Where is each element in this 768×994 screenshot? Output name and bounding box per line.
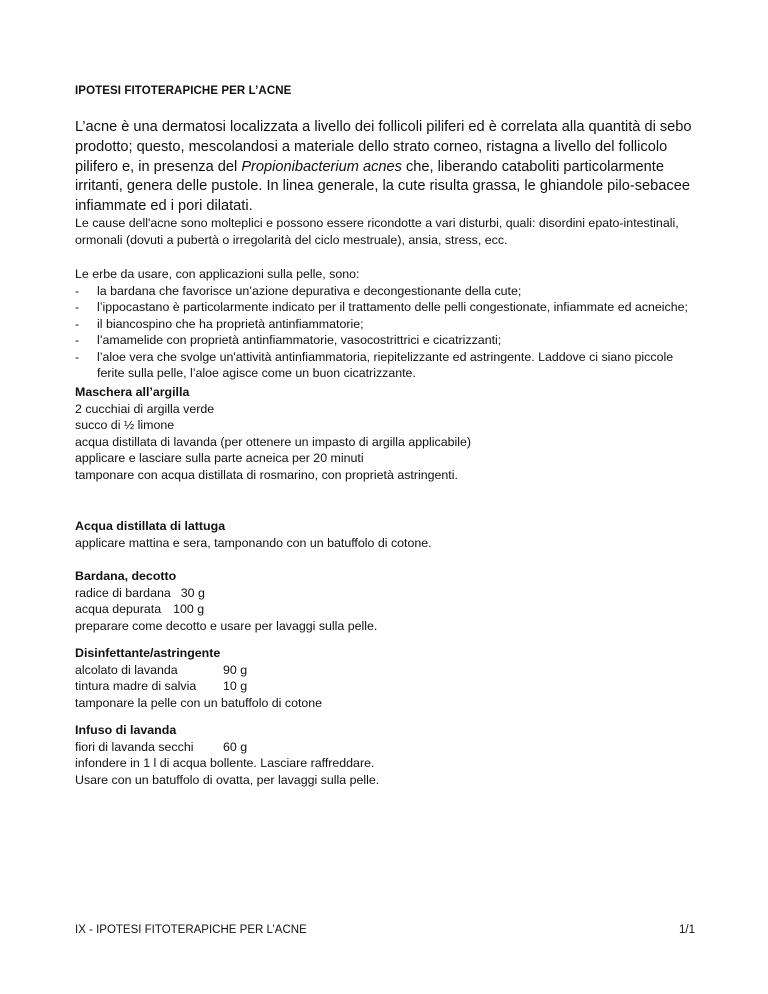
recipe-line: preparare come decotto e usare per lavaggi sulla pelle. [75, 618, 378, 633]
list-item: - l’amamelide con proprietà antinfiammatorie, vasocostrittrici e cicatrizzanti; [75, 333, 502, 347]
causes-paragraph: Le cause dell'acne sono molteplici e possono essere ricondotte a vari disturbi, quali: disordini epato-intestinali, ormonali (dovuti a pubertà o irregolarità del ciclo mestruale), ansia, stress, ecc. [75, 216, 679, 247]
herbs-section [75, 266, 695, 382]
intro-italic-term: Propionibacterium acnes [241, 158, 402, 175]
recipe-title: Acqua distillata di lattuga [75, 519, 226, 533]
recipe-title: Infuso di lavanda [75, 723, 177, 737]
page-footer [75, 924, 695, 936]
intro-text-2: che, liberando cataboliti particolarmente irritanti, genera delle pustole. In linea generale, la cute risulta grassa, le ghiandole pilo-sebacee infiammate ed i pori dilatati. [75, 158, 690, 215]
recipe-title: Maschera all’argilla [75, 385, 190, 399]
recipe-lattuga [75, 518, 695, 551]
recipe-line: Usare con un batuffolo di ovatta, per lavaggi sulla pelle. [75, 772, 380, 787]
page-number: 1/1 [679, 924, 695, 936]
intro-paragraph [75, 118, 695, 217]
list-item: - l’aloe vera che svolge un'attività antinfiammatoria, riepitelizzante ed astringente. Laddove ci siano piccole ferite sulla pelle, l’aloe agisce come un buon cicatrizzante. [75, 349, 674, 380]
herbs-intro: Le erbe da usare, con applicazioni sulla pelle, sono: [75, 267, 360, 281]
recipe-maschera [75, 384, 695, 483]
ingredient-row: tintura madre di salvia 10 g [75, 679, 248, 693]
list-item: - la bardana che favorisce un’azione depurativa e decongestionante della cute; [75, 283, 522, 298]
recipe-line: tamponare la pelle con un batuffolo di cotone [75, 695, 323, 710]
recipe-line: applicare mattina e sera, tamponando con un batuffolo di cotone. [75, 535, 432, 550]
ingredient-row: acqua depurata 100 g [75, 602, 205, 616]
ingredient-row: alcolato di lavanda 90 g [75, 662, 248, 677]
recipe-infuso [75, 722, 695, 788]
list-item: - il biancospino che ha proprietà antinfiammatorie; [75, 316, 364, 331]
recipe-disinfettante [75, 645, 695, 711]
recipe-line: acqua distillata di lavanda (per ottenere un impasto di argilla applicabile) [75, 434, 472, 449]
recipe-line: succo di ½ limone [75, 418, 175, 432]
ingredient-row: radice di bardana 30 g [75, 585, 205, 600]
footer-title: IX - IPOTESI FITOTERAPICHE PER L’ACNE [75, 924, 307, 936]
recipe-line: tamponare con acqua distillata di rosmarino, con proprietà astringenti. [75, 467, 458, 482]
herbs-list [75, 283, 695, 382]
recipe-title: Bardana, decotto [75, 569, 177, 583]
recipe-title: Disinfettante/astringente [75, 646, 221, 660]
page-title: IPOTESI FITOTERAPICHE PER L’ACNE [75, 85, 292, 97]
list-item: - l’ippocastano è particolarmente indicato per il trattamento delle pelli congestionate, infiammate ed acneiche; [75, 300, 688, 314]
recipe-bardana [75, 568, 695, 634]
intro-text-1: L’acne è una dermatosi localizzata a livello dei follicoli piliferi ed è correlata alla quantità di sebo prodotto; questo, mescolandosi a materiale dello strato corneo, ristagna a livello del follicolo pilifero e, in presenza del [75, 119, 692, 175]
recipe-line: 2 cucchiai di argilla verde [75, 401, 215, 416]
recipe-line: applicare e lasciare sulla parte acneica per 20 minuti [75, 451, 364, 465]
recipe-line: infondere in 1 l di acqua bollente. Lasciare raffreddare. [75, 756, 375, 770]
ingredient-row: fiori di lavanda secchi 60 g [75, 739, 248, 754]
